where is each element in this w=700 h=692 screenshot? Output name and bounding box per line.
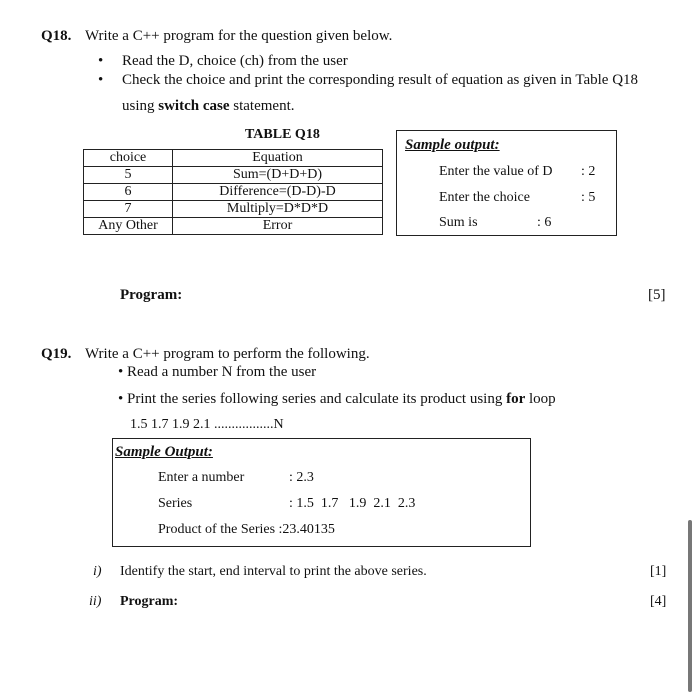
q19-title: Write a C++ program to perform the following. <box>85 346 370 362</box>
table-row <box>84 184 383 201</box>
q19-series-line: 1.5 1.7 1.9 2.1 .................N <box>130 417 284 432</box>
table-header: Equation <box>173 150 383 167</box>
q19-sub-ii-label: ii) <box>89 594 102 609</box>
table-header: choice <box>84 150 173 167</box>
vertical-scrollbar[interactable] <box>688 520 692 692</box>
q18-program-label: Program: <box>120 287 183 303</box>
q19-sub-ii-text: Program: <box>120 594 179 609</box>
q19-bullet-2: • Print the series following series and calculate its product using for loop <box>118 391 556 407</box>
choice-table <box>83 149 383 235</box>
q19-sub-i-marks: [1] <box>650 564 667 579</box>
table-row <box>84 218 383 235</box>
q18-sample-label: Sum is <box>439 215 478 230</box>
q19-number: Q19. <box>41 346 72 362</box>
table-cell: Sum=(D+D+D) <box>173 167 383 184</box>
table-title: TABLE Q18 <box>245 127 320 142</box>
q18-sample-label: Enter the value of D <box>439 164 553 179</box>
q19-series-label: Series <box>158 496 193 511</box>
q18-number: Q18. <box>41 28 72 44</box>
table-cell: Multiply=D*D*D <box>173 201 383 218</box>
table-header-row <box>84 150 383 167</box>
q18-title: Write a C++ program for the question given below. <box>85 28 393 44</box>
q19-sample-output-box <box>112 438 531 547</box>
q19-bullet-1: • Read a number N from the user <box>118 364 317 380</box>
q18-sample-value: : 2 <box>581 164 596 179</box>
q18-sample-output-box <box>396 130 617 236</box>
table-cell: 6 <box>84 184 173 201</box>
q18-bullet-2-continuation: using switch case statement. <box>122 98 295 114</box>
q18-sample-value: : 5 <box>581 190 596 205</box>
q19-sub-ii-marks: [4] <box>650 594 667 609</box>
q19-enter-value: : 2.3 <box>289 470 314 485</box>
table-cell: Error <box>173 218 383 235</box>
q18-sample-title: Sample output: <box>405 137 500 153</box>
q18-marks: [5] <box>648 287 666 303</box>
table-row <box>84 167 383 184</box>
q18-bullet-1: • Read the D, choice (ch) from the user <box>122 53 348 70</box>
q18-sample-value: : 6 <box>537 215 552 230</box>
q19-enter-label: Enter a number <box>158 470 245 485</box>
q18-bullet-2: • Check the choice and print the corresponding result of equation as given in Table Q18 <box>122 72 638 89</box>
table-cell: 5 <box>84 167 173 184</box>
table-row <box>84 201 383 218</box>
q19-series-value: : 1.5 1.7 1.9 2.1 2.3 <box>289 496 416 511</box>
table-cell: 7 <box>84 201 173 218</box>
q18-sample-label: Enter the choice <box>439 190 530 205</box>
table-cell: Difference=(D-D)-D <box>173 184 383 201</box>
q19-product-line: Product of the Series :23.40135 <box>158 522 335 537</box>
q19-sub-i-label: i) <box>93 564 102 579</box>
q19-sub-i-text: Identify the start, end interval to print the above series. <box>120 564 427 579</box>
q19-sample-title: Sample Output: <box>115 444 213 460</box>
table-cell: Any Other <box>84 218 173 235</box>
